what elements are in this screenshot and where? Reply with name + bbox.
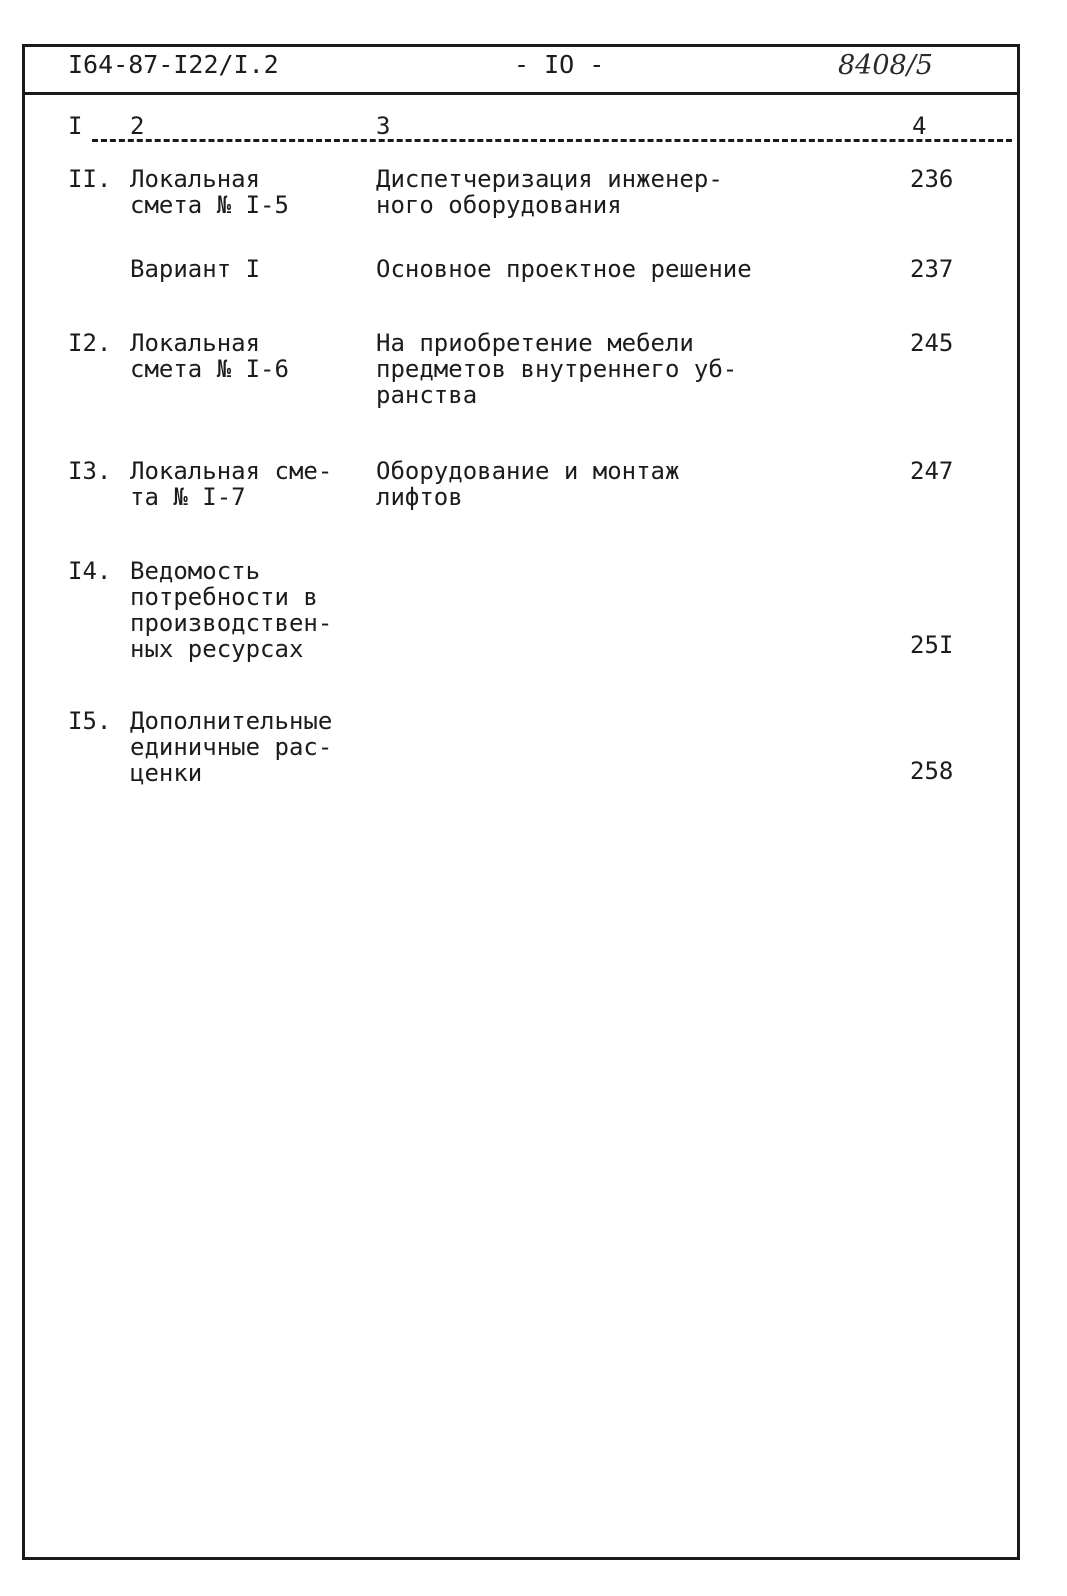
row-name-line: ных ресурсах bbox=[130, 635, 304, 663]
row-description-line: Основное проектное решение bbox=[376, 255, 752, 283]
column-header-4: 4 bbox=[912, 112, 927, 140]
page-number: - IO - bbox=[514, 50, 605, 79]
row-page: 247 bbox=[910, 457, 954, 485]
row-description-line: Оборудование и монтаж bbox=[376, 457, 680, 485]
column-header-2: 2 bbox=[130, 112, 145, 140]
row-name-line: Локальная bbox=[130, 329, 261, 357]
row-page: 236 bbox=[910, 165, 954, 193]
row-description-line: предметов внутреннего уб- bbox=[376, 355, 738, 383]
column-header-dashed-rule bbox=[92, 139, 1012, 142]
row-description bbox=[376, 166, 796, 218]
document-code: I64-87-I22/I.2 bbox=[68, 50, 279, 79]
row-name bbox=[130, 330, 362, 382]
row-description bbox=[376, 330, 796, 408]
row-name bbox=[130, 256, 362, 282]
row-name-line: Локальная bbox=[130, 165, 261, 193]
row-description-line: Диспетчеризация инженер- bbox=[376, 165, 723, 193]
column-header-3: 3 bbox=[376, 112, 391, 140]
row-name-line: производствен- bbox=[130, 609, 333, 637]
row-name bbox=[130, 166, 362, 218]
row-name-line: та № I-7 bbox=[130, 483, 246, 511]
row-description-line: На приобретение мебели bbox=[376, 329, 694, 357]
column-header-1: I bbox=[68, 112, 83, 140]
row-description-line: ного оборудования bbox=[376, 191, 622, 219]
row-name-line: ценки bbox=[130, 759, 203, 787]
row-name-line: смета № I-5 bbox=[130, 191, 289, 219]
row-name-line: Вариант I bbox=[130, 255, 261, 283]
row-number: I3. bbox=[68, 457, 112, 485]
handwritten-number: 8408/5 bbox=[838, 50, 933, 81]
header-divider bbox=[22, 92, 1020, 95]
row-name-line: Локальная сме- bbox=[130, 457, 333, 485]
row-name bbox=[130, 708, 362, 786]
row-number: I5. bbox=[68, 707, 112, 735]
row-name-line: Ведомость bbox=[130, 557, 261, 585]
row-description-line: ранства bbox=[376, 381, 478, 409]
row-name-line: Дополнительные bbox=[130, 707, 333, 735]
row-name-line: потребности в bbox=[130, 583, 318, 611]
row-name bbox=[130, 458, 362, 510]
row-name-line: единичные рас- bbox=[130, 733, 333, 761]
row-page: 237 bbox=[910, 255, 954, 283]
row-name-line: смета № I-6 bbox=[130, 355, 289, 383]
row-description bbox=[376, 458, 796, 510]
row-number: I2. bbox=[68, 329, 112, 357]
row-description bbox=[376, 256, 796, 282]
row-page: 245 bbox=[910, 329, 954, 357]
row-number: I4. bbox=[68, 557, 112, 585]
row-name bbox=[130, 558, 362, 662]
row-description-line: лифтов bbox=[376, 483, 463, 511]
row-page: 258 bbox=[910, 757, 954, 785]
row-page: 25I bbox=[910, 631, 954, 659]
row-number: II. bbox=[68, 165, 112, 193]
